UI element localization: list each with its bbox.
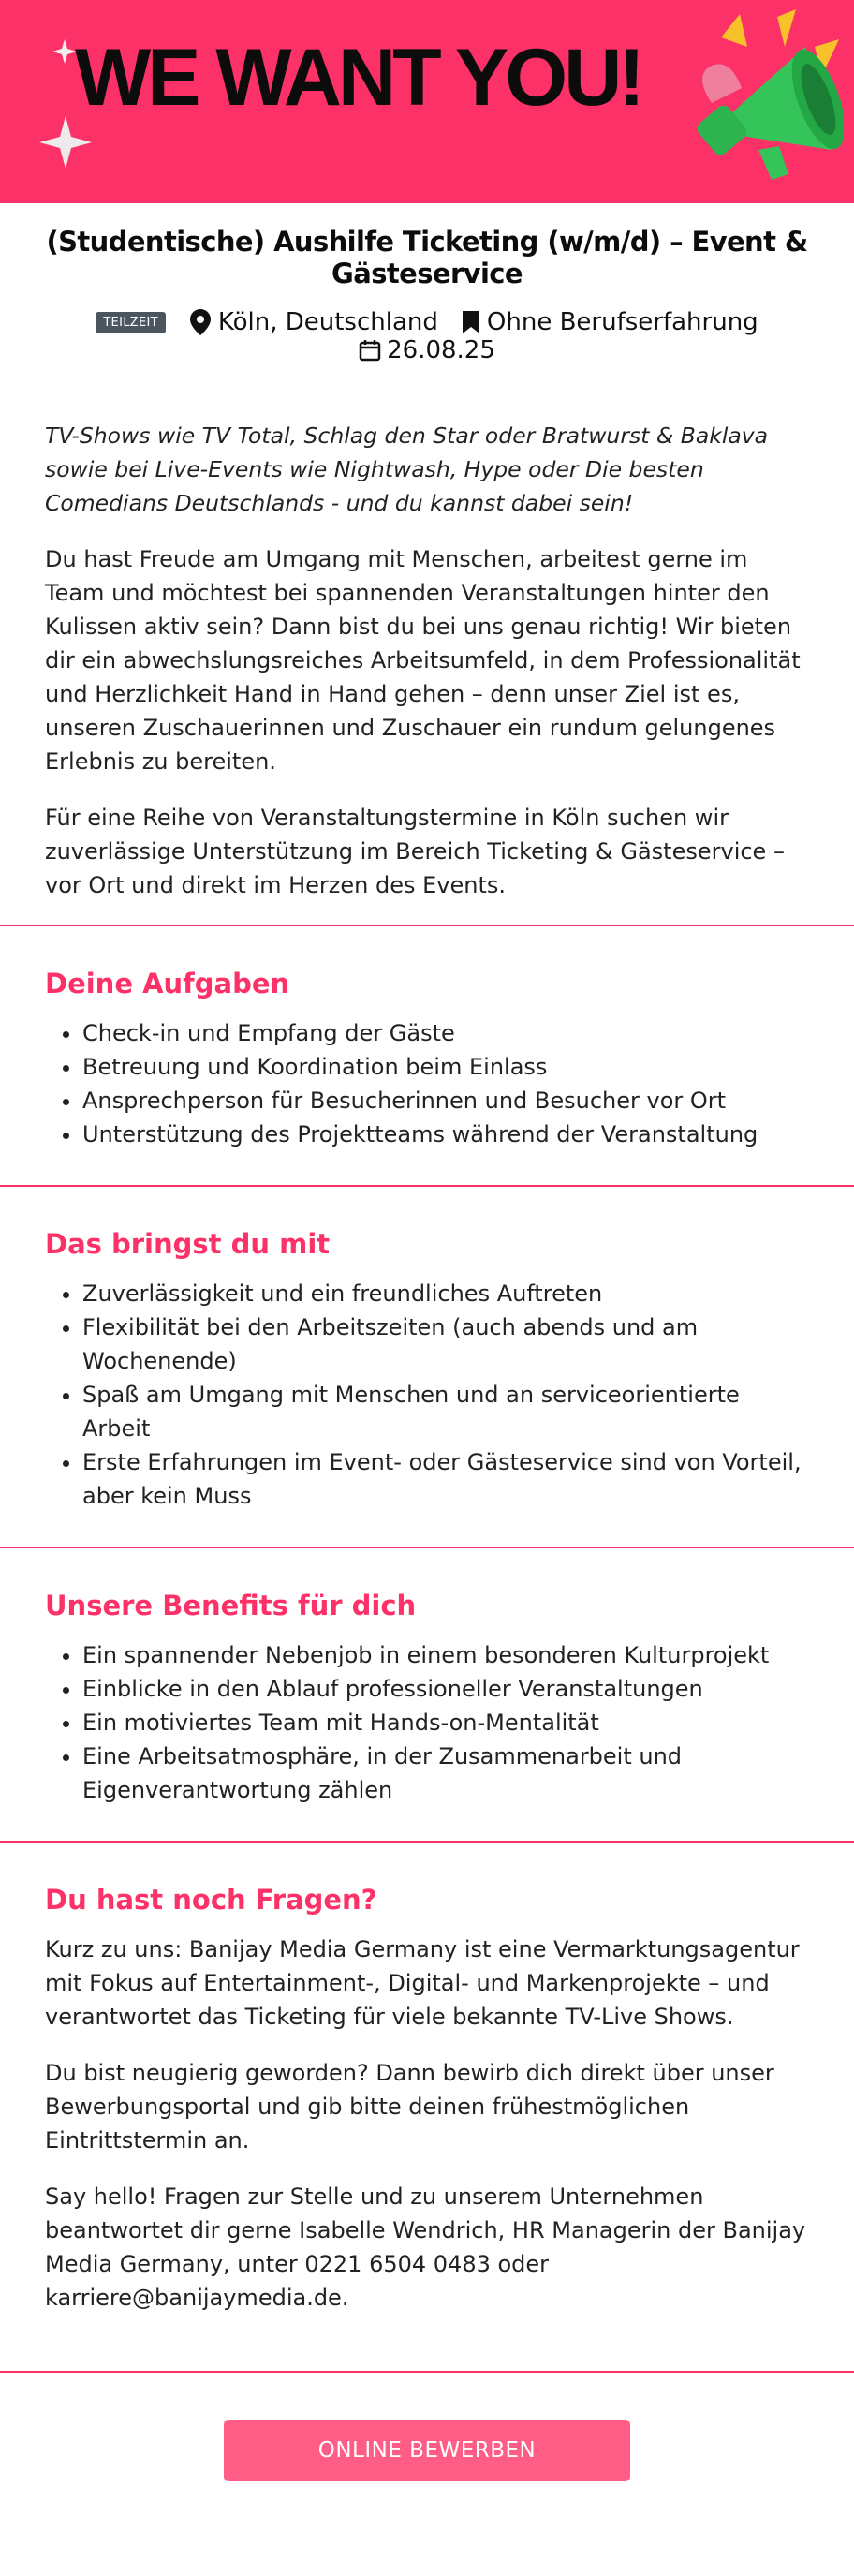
location-pin-icon bbox=[190, 309, 211, 335]
questions-heading: Du hast noch Fragen? bbox=[45, 1884, 377, 1916]
list-item: • Zuverlässigkeit und ein freundliches Auftreten bbox=[82, 1277, 809, 1310]
cta-wrapper bbox=[0, 2373, 854, 2481]
list-item: • Betreuung und Koordination beim Einlass bbox=[82, 1050, 809, 1084]
experience-label: Ohne Berufserfahrung bbox=[486, 308, 758, 336]
job-meta bbox=[0, 308, 854, 336]
intro-paragraph: Du hast Freude am Umgang mit Menschen, arbeitest gerne im Team und möchtest bei spannenden Veranstaltungen hinter den Kulissen aktiv sein? Dann bist du bei uns genau richtig! Wir bieten dir ein abwechslungsreiches Arbeitsumfeld, in dem Professionalität und Herzlichkeit Hand in Hand gehen – denn unser Ziel ist es, unseren Zuschauerinnen und Zuschauer ein rundum gelungenes Erlebnis zu bereiten. bbox=[45, 546, 801, 775]
tasks-heading: Deine Aufgaben bbox=[45, 968, 290, 999]
questions-paragraph: Du bist neugierig geworden? Dann bewirb dich direkt über unser Bewerbungsportal und gib bitte deinen frühestmöglichen Eintrittstermin an. bbox=[45, 2060, 774, 2154]
requirements-heading: Das bringst du mit bbox=[45, 1228, 331, 1260]
job-date bbox=[0, 336, 854, 364]
job-location bbox=[190, 308, 438, 336]
list-item: • Check-in und Empfang der Gäste bbox=[82, 1016, 809, 1050]
list-item: • Flexibilität bei den Arbeitszeiten (auch abends und am Wochenende) bbox=[82, 1310, 809, 1378]
sparkle-icon bbox=[39, 116, 92, 169]
sparkle-icon bbox=[52, 39, 77, 64]
tasks-section bbox=[0, 926, 854, 1185]
megaphone-icon bbox=[674, 9, 843, 187]
questions-paragraph: Kurz zu uns: Banijay Media Germany ist eine Vermarktungsagentur mit Fokus auf Entertainment-, Digital- und Markenprojekte – und verantwortet das Ticketing für viele bekannte TV-Live Shows. bbox=[45, 1936, 800, 2030]
intro-paragraph: Für eine Reihe von Veranstaltungstermine in Köln suchen wir zuverlässige Unterstützung im Bereich Ticketing & Gästeservice – vor Ort und direkt im Herzen des Events. bbox=[45, 805, 785, 898]
list-item: • Eine Arbeitsatmosphäre, in der Zusammenarbeit und Eigenverantwortung zählen bbox=[82, 1740, 809, 1807]
intro-section bbox=[0, 419, 854, 902]
bookmark-icon bbox=[463, 311, 479, 333]
job-experience bbox=[463, 308, 758, 336]
date-label: 26.08.25 bbox=[387, 336, 495, 364]
requirements-list bbox=[45, 1277, 809, 1513]
list-item: • Einblicke in den Ablauf professioneller Veranstaltungen bbox=[82, 1672, 809, 1706]
list-item: • Erste Erfahrungen im Event- oder Gästeservice sind von Vorteil, aber kein Muss bbox=[82, 1445, 809, 1513]
job-title: (Studentische) Aushilfe Ticketing (w/m/d) – Event & Gästeservice bbox=[46, 226, 808, 289]
requirements-section bbox=[0, 1187, 854, 1547]
benefits-heading: Unsere Benefits für dich bbox=[45, 1590, 417, 1621]
list-item: • Ein spannender Nebenjob in einem besonderen Kulturprojekt bbox=[82, 1638, 809, 1672]
questions-section bbox=[0, 1843, 854, 2371]
benefits-list bbox=[45, 1638, 809, 1807]
hero-banner bbox=[0, 0, 854, 203]
tasks-list bbox=[45, 1016, 809, 1151]
list-item: • Spaß am Umgang mit Menschen und an serviceorientierte Arbeit bbox=[82, 1378, 809, 1445]
employment-type-badge: TEILZEIT bbox=[96, 312, 166, 333]
apply-online-button[interactable]: ONLINE BEWERBEN bbox=[224, 2420, 630, 2481]
questions-paragraph: Say hello! Fragen zur Stelle und zu unserem Unternehmen beantwortet dir gerne Isabelle Wendrich, HR Managerin der Banijay Media Germany, unter 0221 6504 0483 oder karriere@banijaymedia.de. bbox=[45, 2184, 806, 2311]
list-item: • Ein motiviertes Team mit Hands-on-Mentalität bbox=[82, 1706, 809, 1740]
benefits-section bbox=[0, 1548, 854, 1841]
list-item: • Unterstützung des Projektteams während der Veranstaltung bbox=[82, 1118, 809, 1151]
location-label: Köln, Deutschland bbox=[217, 308, 438, 336]
intro-teaser: TV-Shows wie TV Total, Schlag den Star oder Bratwurst & Baklava sowie bei Live-Events wie Nightwash, Hype oder Die besten Comedians Deutschlands - und du kannst dabei sein! bbox=[45, 422, 769, 516]
calendar-icon bbox=[359, 339, 381, 362]
list-item: • Ansprechperson für Besucherinnen und Besucher vor Ort bbox=[82, 1084, 809, 1118]
hero-headline: WE WANT YOU! bbox=[75, 33, 641, 123]
